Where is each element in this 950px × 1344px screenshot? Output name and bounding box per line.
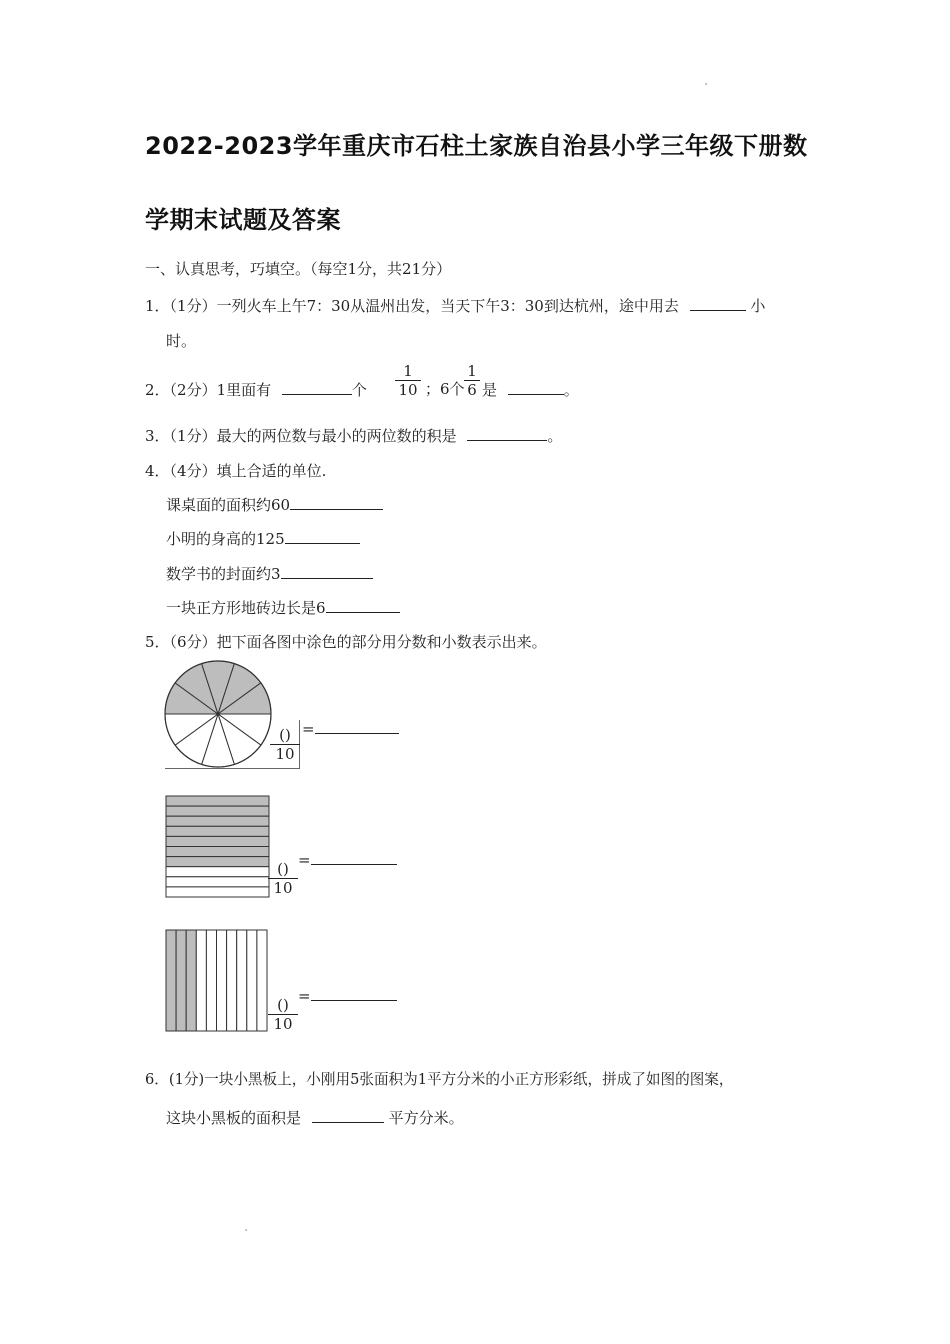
- q4-item-2-blank[interactable]: [285, 528, 360, 544]
- question-6-line1: 6．(1分)一块小黑板上，小刚用5张面积为1平方分米的小正方形彩纸，拼成了如图的图案，: [145, 1071, 734, 1088]
- fig3-fraction: [268, 996, 298, 1033]
- horizontal-strip: [166, 887, 269, 897]
- q2-answer-blank-2[interactable]: [508, 379, 564, 395]
- vertical-strip: [176, 930, 186, 1031]
- fig3-frac-denominator: 10: [273, 1015, 293, 1033]
- q4-item-2-text: 小明的身高的125: [166, 530, 285, 548]
- q4-item-1: [166, 494, 383, 515]
- stray-mark-bottom: ˛: [244, 1222, 249, 1232]
- doc-title-line1: 2022-2023学年重庆市石柱土家族自治县小学三年级下册数: [145, 132, 808, 160]
- q4-item-2: [166, 528, 360, 549]
- fig3-equals-sign: =: [298, 987, 311, 1005]
- circle-baseline: [165, 768, 300, 769]
- fig1-equals-sign: =: [302, 720, 315, 738]
- vertical-strip: [257, 930, 267, 1031]
- q4-item-4-text: 一块正方形地砖边长是6: [166, 599, 326, 617]
- horizontal-strip: [166, 826, 269, 836]
- horizontal-strip: [166, 857, 269, 867]
- q2-frac1-numerator: 1: [395, 362, 421, 381]
- fig2-equals-sign: =: [298, 851, 311, 869]
- fig2-answer-blank[interactable]: [311, 849, 397, 865]
- vertical-strip: [166, 930, 176, 1031]
- q2-frac2-numerator: 1: [464, 362, 480, 381]
- q6-post: 平方分米。: [388, 1109, 464, 1127]
- q2-pre: 2．（2分）1里面有: [145, 381, 272, 399]
- question-3: [145, 425, 562, 446]
- q4-item-4-blank[interactable]: [326, 597, 400, 613]
- q4-item-1-blank[interactable]: [290, 494, 383, 510]
- question-6-line2: [166, 1107, 464, 1128]
- fig3-frac-numerator: (): [268, 996, 298, 1015]
- vertical-strip: [247, 930, 257, 1031]
- fig1-equals: [302, 718, 399, 739]
- vertical-strip: [217, 930, 227, 1031]
- fig1-frac-denominator: 10: [275, 745, 295, 763]
- stray-mark-top: ˛: [704, 76, 709, 86]
- question-1: [145, 295, 765, 316]
- horizontal-strip: [166, 847, 269, 857]
- vertical-strips-figure: [165, 929, 269, 1033]
- q2-mid3: 是: [482, 381, 498, 399]
- vertical-strip: [227, 930, 237, 1031]
- q2-mid2: ；6个: [425, 380, 465, 398]
- q6-answer-blank[interactable]: [312, 1107, 384, 1123]
- q2-frac1-denominator: 10: [398, 381, 418, 399]
- fig3-equals: [298, 985, 397, 1006]
- vertical-strip: [206, 930, 216, 1031]
- horizontal-strip: [166, 877, 269, 887]
- section-heading: 一、认真思考，巧填空。（每空1分，共21分）: [145, 260, 452, 278]
- q4-item-3-blank[interactable]: [281, 563, 373, 579]
- q2-frac2-denominator: 6: [467, 381, 477, 399]
- q2-part2: [425, 379, 465, 399]
- circle-figure: [163, 658, 275, 770]
- fig1-answer-blank[interactable]: [315, 718, 399, 734]
- question-4: 4．（4分）填上合适的单位.: [145, 462, 327, 480]
- question-5: 5．（6分）把下面各图中涂色的部分用分数和小数表示出来。: [145, 633, 547, 651]
- q4-item-1-text: 课桌面的面积约60: [166, 496, 291, 514]
- q1-answer-blank[interactable]: [690, 295, 746, 311]
- q1-text: 1．（1分）一列火车上午7：30从温州出发，当天下午3：30到达杭州，途中用去: [145, 297, 679, 315]
- vertical-strip: [196, 930, 206, 1031]
- q4-item-3-text: 数学书的封面约3: [166, 565, 281, 583]
- fig2-equals: [298, 849, 397, 870]
- q2-fraction-1: [395, 362, 421, 399]
- q1-after: 小: [750, 297, 766, 315]
- q4-item-3: [166, 563, 373, 584]
- q2-part3: [482, 379, 579, 400]
- horizontal-strip: [166, 796, 269, 806]
- fig1-fraction: [270, 726, 300, 763]
- q2-end: 。: [563, 381, 579, 399]
- q3-text: 3．（1分）最大的两位数与最小的两位数的积是: [145, 427, 457, 445]
- horizontal-strip: [166, 806, 269, 816]
- vertical-strip: [237, 930, 247, 1031]
- fig3-answer-blank[interactable]: [311, 985, 397, 1001]
- horizontal-strip: [166, 816, 269, 826]
- question-2: [145, 379, 367, 400]
- q3-end: 。: [547, 427, 563, 445]
- q3-answer-blank[interactable]: [467, 425, 547, 441]
- doc-title-line2: 学期末试题及答案: [145, 206, 341, 234]
- q2-answer-blank-1[interactable]: [282, 379, 352, 395]
- q6-pre: 这块小黑板的面积是: [166, 1109, 302, 1127]
- fig2-frac-numerator: (): [268, 860, 298, 879]
- fig1-frac-numerator: (): [270, 726, 300, 745]
- vertical-strip: [186, 930, 196, 1031]
- q2-fraction-2: [464, 362, 480, 399]
- fig2-frac-denominator: 10: [273, 879, 293, 897]
- horizontal-strip: [166, 836, 269, 846]
- q4-item-4: [166, 597, 400, 618]
- q2-mid1: 个: [351, 381, 367, 399]
- fig2-fraction: [268, 860, 298, 897]
- horizontal-strip: [166, 867, 269, 877]
- q1-line2: 时。: [166, 332, 197, 350]
- horizontal-strips-figure: [165, 795, 271, 899]
